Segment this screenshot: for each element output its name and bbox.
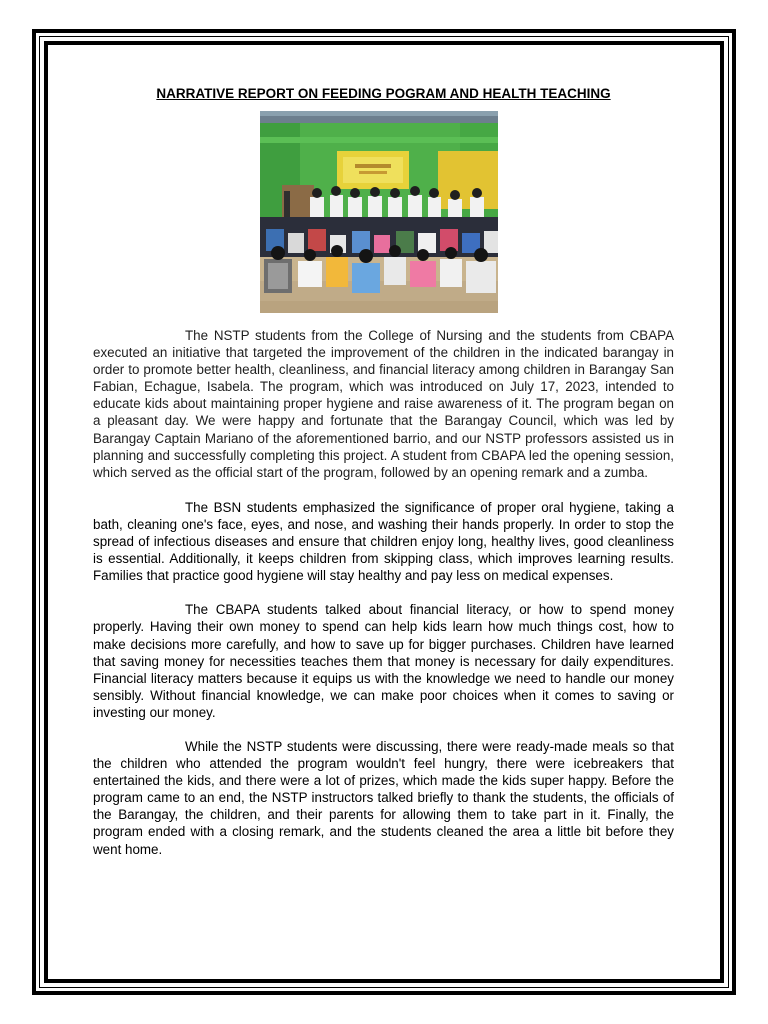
paragraph-conclusion: While the NSTP students were discussing, there were ready-made meals so that the children who attended the program wouldn't feel hungry, there were icebreakers that entertained the kids, and there were a lot of prizes, which made the kids super happy. Before the program came to an end, the NSTP instructors talked briefly to thank the students, the officials of the Barangay, the children, and their parents for allowing them to take part in it. Finally, the program ended with a closing remark, and the students cleaned the area a little bit before they went home.: [93, 738, 674, 857]
event-photo-illustration: [260, 111, 498, 313]
event-photo: [260, 111, 498, 313]
document-body: [93, 86, 674, 858]
document-title: NARRATIVE REPORT ON FEEDING POGRAM AND HEALTH TEACHING: [156, 86, 611, 101]
paragraph-introduction: The NSTP students from the College of Nursing and the students from CBAPA executed an initiative that targeted the improvement of the children in the indicated barangay in order to promote better health, cleanliness, and financial literacy among children in Barangay San Fabian, Echague, Isabela. The program, which was introduced on July 17, 2023, intended to educate kids about maintaining proper hygiene and raise awareness of it. The program began on a pleasant day. We were happy and fortunate that the Barangay Council, which was led by Barangay Captain Mariano of the aforementioned barrio, and our NSTP professors assisted us in planning and successfully completing this project. A student from CBAPA led the opening session, which served as the official start of the program, followed by an opening remark and a zumba.: [93, 328, 674, 480]
paragraph-hygiene: The BSN students emphasized the significance of proper oral hygiene, taking a bath, cleaning one's face, eyes, and nose, and washing their hands properly. In order to stop the spread of infectious diseases and ensure that children enjoy long, healthy lives, good cleanliness is essential. Additionally, it keeps children from skipping class, which improves learning results. Families that practice good hygiene will stay healthy and pay less on medical expenses.: [93, 499, 674, 584]
paragraph-financial-literacy: The CBAPA students talked about financial literacy, or how to spend money properly. Having their own money to spend can help kids learn how much things cost, how to make decisions more carefully, and how to save up for bigger purchases. Children have learned that saving money for necessities teaches them that money is necessary for daily expenditures. Financial literacy matters because it equips us with the knowledge we need to handle our money sensibly. Without financial knowledge, we can make poor choices when it comes to saving or investing our money.: [93, 602, 674, 720]
